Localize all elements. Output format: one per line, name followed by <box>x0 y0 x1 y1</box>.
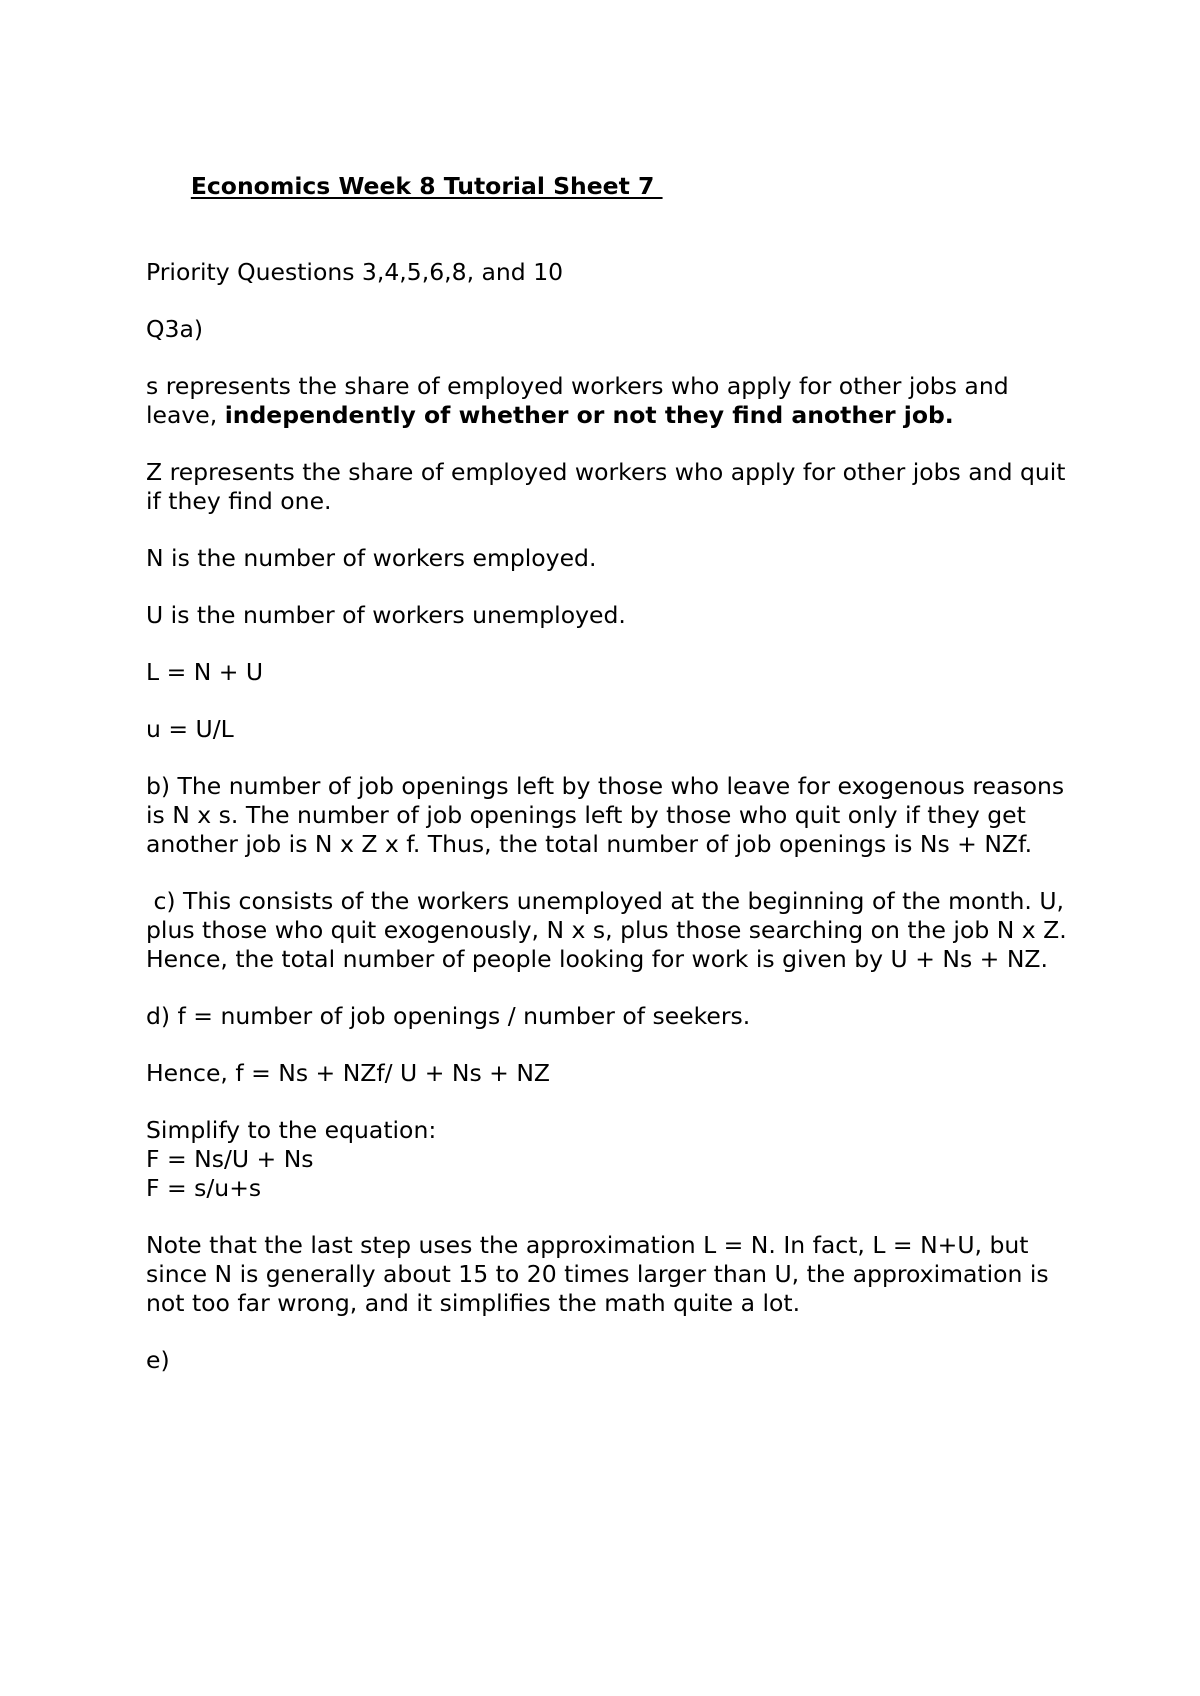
z-definition: Z represents the share of employed workers who apply for other jobs and quit if they find one. <box>146 458 1073 515</box>
s-definition-emphasis: independently of whether or not they find another job. <box>224 401 954 429</box>
simplify-heading: Simplify to the equation: <box>146 1116 437 1144</box>
u-definition: U is the number of workers unemployed. <box>146 601 626 629</box>
approximation-note: Note that the last step uses the approximation L = N. In fact, L = N+U, but since N is generally about 15 to 20 times larger than U, the approximation is not too far wrong, and it simplifies the math quite a lot. <box>146 1231 1057 1317</box>
answer-part-c: c) This consists of the workers unemployed at the beginning of the month. U, plus those who quit exogenously, N x s, plus those searching on the job N x Z. Hence, the total number of people looking for work is given by U + Ns + NZ. <box>146 887 1075 973</box>
document-title <box>146 143 1086 230</box>
equation-unemployment-rate: u = U/L <box>146 715 234 743</box>
s-definition-text: s represents the share of employed workers who apply for other jobs and leave, <box>146 372 1017 429</box>
s-definition <box>146 372 1086 430</box>
equation-f-first: F = Ns/U + Ns <box>146 1145 314 1173</box>
document-body <box>146 143 1086 1403</box>
title-text: Economics Week 8 Tutorial Sheet 7 <box>190 172 663 200</box>
answer-part-b: b) The number of job openings left by those who leave for exogenous reasons is N x s. The number of job openings left by those who quit only if they get another job is N x Z x f. Thus, the total number of job openings is Ns + NZf. <box>146 772 1072 858</box>
equation-f-simplified: F = s/u+s <box>146 1174 262 1202</box>
hence-equation: Hence, f = Ns + NZf/ U + Ns + NZ <box>146 1059 550 1087</box>
question-3a-label: Q3a) <box>146 315 204 343</box>
priority-questions: Priority Questions 3,4,5,6,8, and 10 <box>146 258 564 286</box>
equation-labour-force: L = N + U <box>146 658 264 686</box>
answer-part-d: d) f = number of job openings / number of seekers. <box>146 1002 751 1030</box>
answer-part-e: e) <box>146 1346 170 1374</box>
n-definition: N is the number of workers employed. <box>146 544 597 572</box>
